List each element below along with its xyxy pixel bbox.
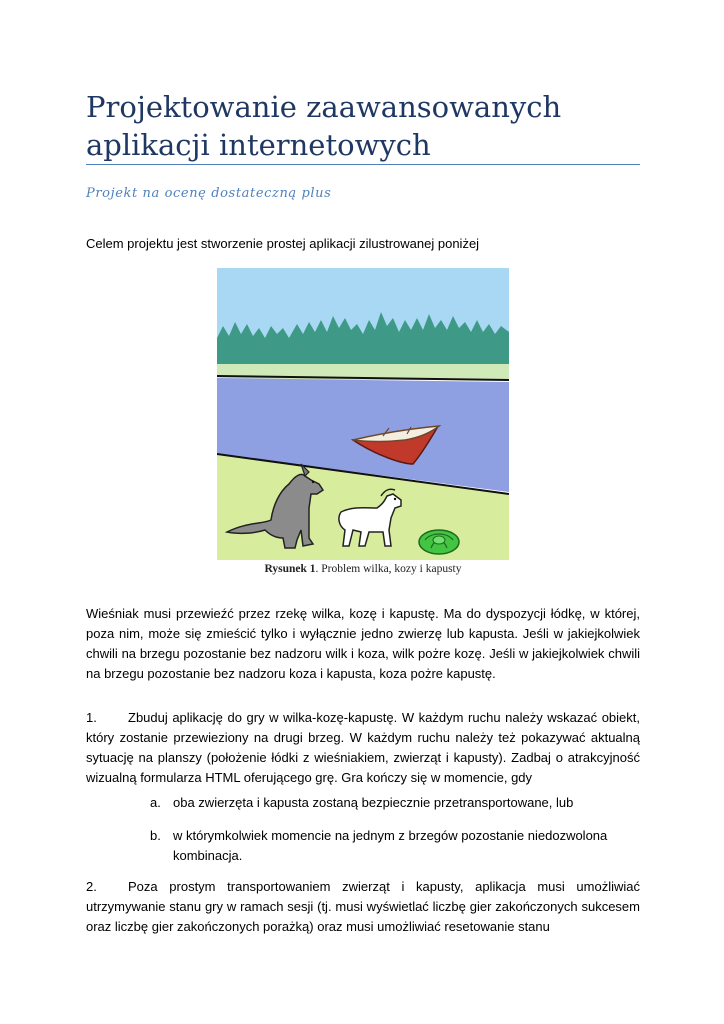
title-line-2: aplikacji internetowych [86, 128, 431, 162]
figure-illustration [217, 268, 509, 560]
list-item-number: 1. [86, 710, 97, 725]
list-item [86, 708, 640, 788]
title-divider [86, 164, 640, 165]
list-item [86, 877, 640, 937]
sub-list-item-text: oba zwierzęta i kapusta zostaną bezpiecznie przetransportowane, lub [173, 795, 574, 810]
title-line-1: Projektowanie zaawansowanych [86, 90, 562, 124]
figure-caption [86, 563, 640, 575]
intro-paragraph: Celem projektu jest stworzenie prostej aplikacji zilustrowanej poniżej [86, 236, 480, 251]
caption-text: . Problem wilka, kozy i kapusty [315, 563, 462, 575]
sub-list-item-text: w którymkolwiek momencie na jednym z brzegów pozostanie niedozwolona kombinacja. [173, 828, 608, 863]
list-item-text: Poza prostym transportowaniem zwierząt i kapusty, aplikacja musi umożliwiać utrzymywanie stanu gry w ramach sesji (tj. musi wyświetlać liczbę gier zakończonych sukcesem oraz liczbę gier zakończonych porażką) oraz musi umożliwiać resetowanie stanu [86, 879, 640, 934]
sub-list-item-letter: b. [150, 828, 161, 843]
sub-list-item-letter: a. [150, 795, 161, 810]
river-crossing-illustration [217, 268, 509, 560]
list-item-number: 2. [86, 879, 97, 894]
document-title [86, 88, 646, 164]
caption-label: Rysunek 1 [264, 563, 316, 575]
cabbage [419, 530, 459, 554]
document-subtitle: Projekt na ocenę dostateczną plus [86, 186, 332, 201]
list-item-text: Zbuduj aplikację do gry w wilka-kozę-kapustę. W każdym ruchu należy wskazać obiekt, który zostanie przewieziony na drugi brzeg. W każdym ruchu należy też pokazywać aktualną sytuację na planszy (położenie łódki z wieśniakiem, zwierząt i kapusty). Zadbaj o atrakcyjność wizualną formularza HTML oferującego grę. Gra kończy się w momencie, gdy [86, 710, 640, 785]
problem-paragraph: Wieśniak musi przewieźć przez rzekę wilka, kozę i kapustę. Ma do dyspozycji łódkę, w której, poza nim, może się zmieścić tylko i wyłącznie jedno zwierzę lub kapusta. Jeśli w jakiejkolwiek chwili na brzegu pozostanie bez nadzoru wilk i koza, wilk pożre kozę. Jeśli w jakiejkolwiek chwili na brzegu pozostanie bez nadzoru koza i kapusta, koza pożre kapustę. [86, 606, 640, 681]
